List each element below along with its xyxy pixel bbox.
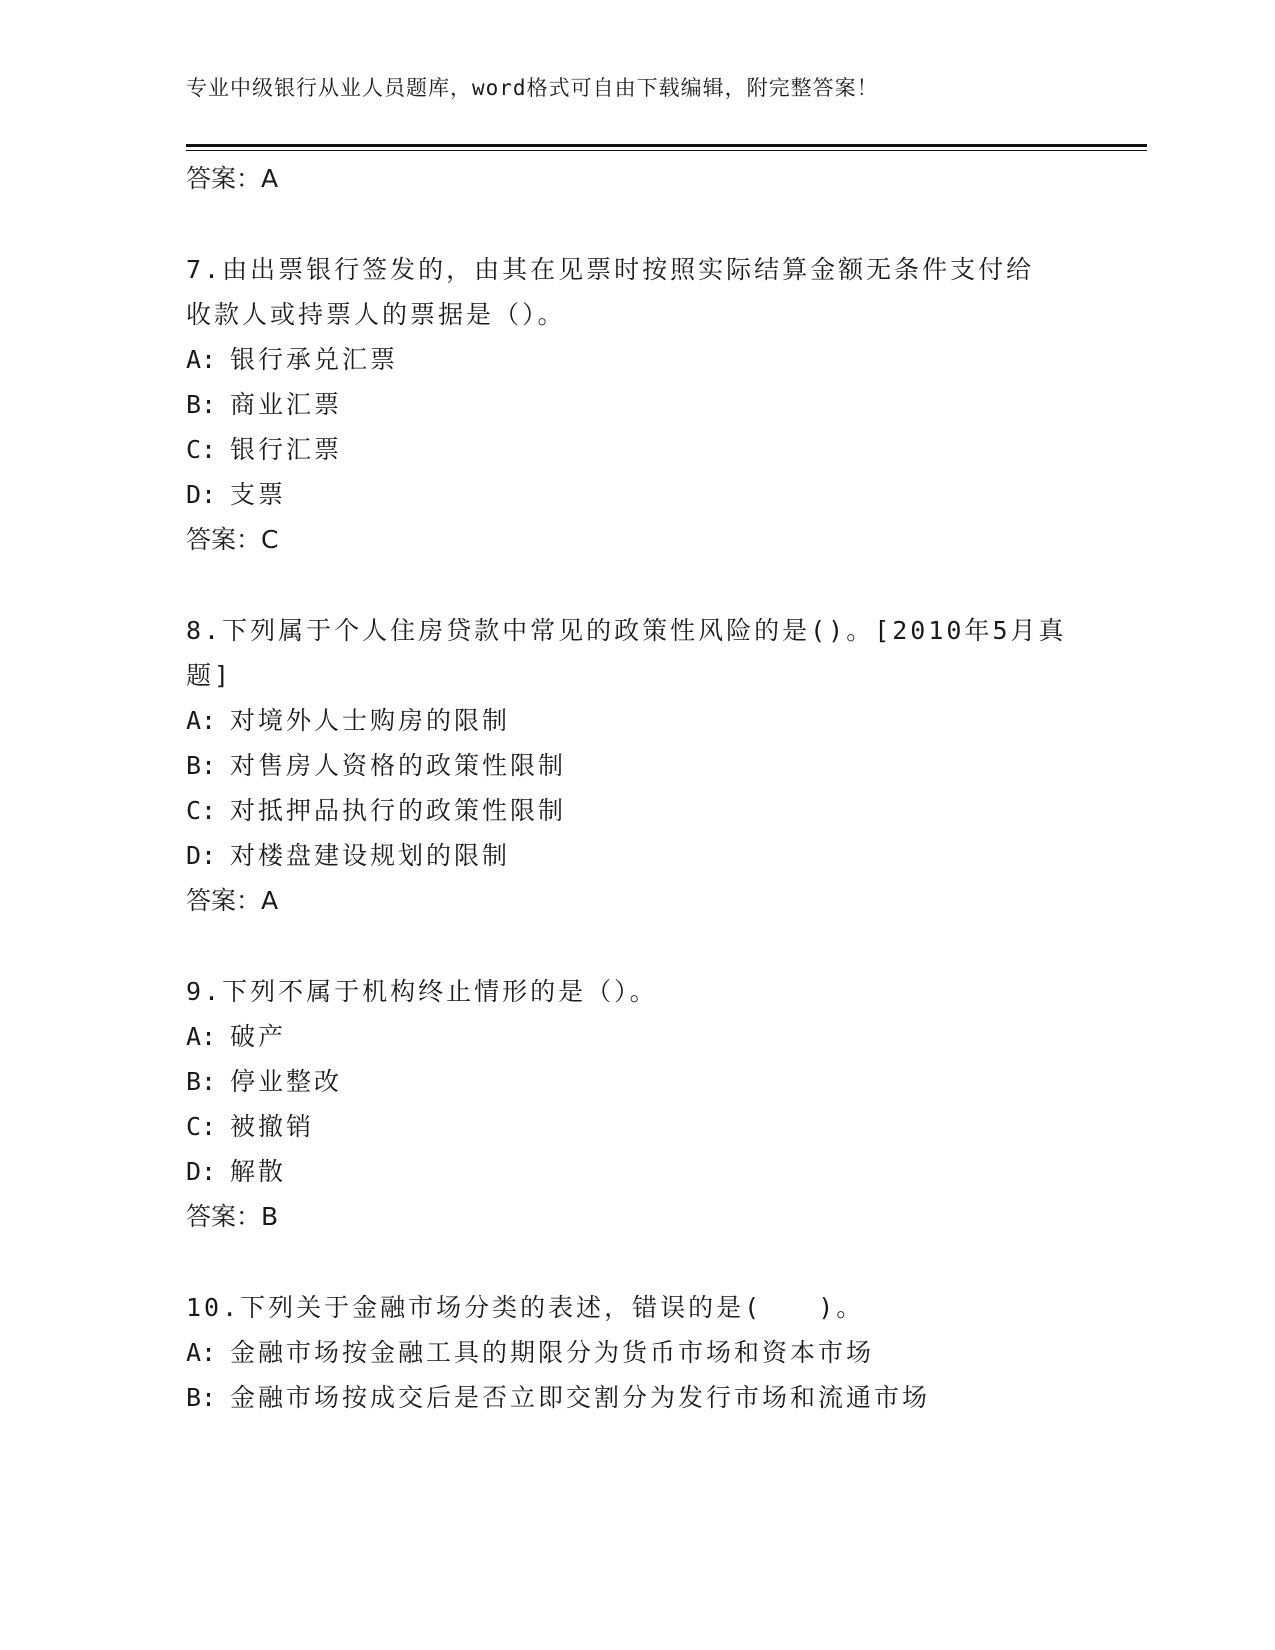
option-text: 金融市场按成交后是否立即交割分为发行市场和流通市场 (230, 1383, 931, 1412)
question-answer: 答案：A (186, 886, 279, 915)
option-text: 对境外人士购房的限制 (230, 706, 511, 735)
option-key: D: (186, 841, 217, 870)
question-block (186, 247, 1086, 562)
answer-option (186, 472, 1086, 517)
option-key: A: (186, 345, 217, 374)
option-text: 停业整改 (230, 1067, 343, 1096)
question-stem-line: 8.下列属于个人住房贷款中常见的政策性风险的是()。[2010年5月真 (186, 616, 1067, 645)
option-text: 银行承兑汇票 (230, 345, 399, 374)
answer-option (186, 427, 1086, 472)
question-gap (186, 201, 1086, 247)
option-key: B: (186, 1067, 217, 1096)
question-gap (186, 923, 1086, 969)
question-gap (186, 562, 1086, 608)
option-text: 商业汇票 (230, 390, 343, 419)
questions-list (186, 201, 1086, 1420)
option-key: A: (186, 1022, 217, 1051)
question-answer: 答案：B (186, 1202, 279, 1231)
answer-option (186, 788, 1086, 833)
option-key: A: (186, 706, 217, 735)
question-content (186, 156, 1086, 1420)
question-block (186, 969, 1086, 1239)
answer-option (186, 833, 1086, 878)
answer-option (186, 1330, 1086, 1375)
option-text: 破产 (230, 1022, 287, 1051)
answer-option (186, 1375, 1086, 1420)
option-key: C: (186, 1112, 217, 1141)
option-text: 支票 (230, 480, 287, 509)
answer-option (186, 743, 1086, 788)
previous-answer: 答案：A (186, 164, 279, 193)
page-header: 专业中级银行从业人员题库，word格式可自由下载编辑，附完整答案！ (186, 76, 879, 100)
option-key: C: (186, 796, 217, 825)
answer-option (186, 1149, 1086, 1194)
option-key: B: (186, 1383, 217, 1412)
option-key: C: (186, 435, 217, 464)
option-key: B: (186, 390, 217, 419)
option-key: A: (186, 1338, 217, 1367)
header-rule-thick (186, 144, 1147, 147)
answer-option (186, 1059, 1086, 1104)
question-block (186, 1285, 1086, 1420)
question-block (186, 608, 1086, 923)
question-stem-line: 10.下列关于金融市场分类的表述，错误的是( )。 (186, 1293, 865, 1322)
option-key: D: (186, 1157, 217, 1186)
option-text: 对售房人资格的政策性限制 (230, 751, 567, 780)
question-stem-line: 7.由出票银行签发的，由其在见票时按照实际结算金额无条件支付给 (186, 255, 1035, 284)
answer-option (186, 1104, 1086, 1149)
question-answer: 答案：C (186, 525, 279, 554)
answer-option (186, 337, 1086, 382)
question-stem-line: 收款人或持票人的票据是（）。 (186, 300, 566, 329)
option-text: 对楼盘建设规划的限制 (230, 841, 511, 870)
question-stem-line: 9.下列不属于机构终止情形的是（）。 (186, 977, 658, 1006)
answer-option (186, 698, 1086, 743)
option-key: B: (186, 751, 217, 780)
answer-option (186, 1014, 1086, 1059)
header-rule-thin (186, 150, 1147, 151)
question-gap (186, 1239, 1086, 1285)
option-text: 解散 (230, 1157, 287, 1186)
option-text: 被撤销 (230, 1112, 315, 1141)
answer-option (186, 382, 1086, 427)
question-stem-line: 题] (186, 661, 233, 690)
option-text: 金融市场按金融工具的期限分为货币市场和资本市场 (230, 1338, 875, 1367)
option-key: D: (186, 480, 217, 509)
option-text: 银行汇票 (230, 435, 343, 464)
option-text: 对抵押品执行的政策性限制 (230, 796, 567, 825)
